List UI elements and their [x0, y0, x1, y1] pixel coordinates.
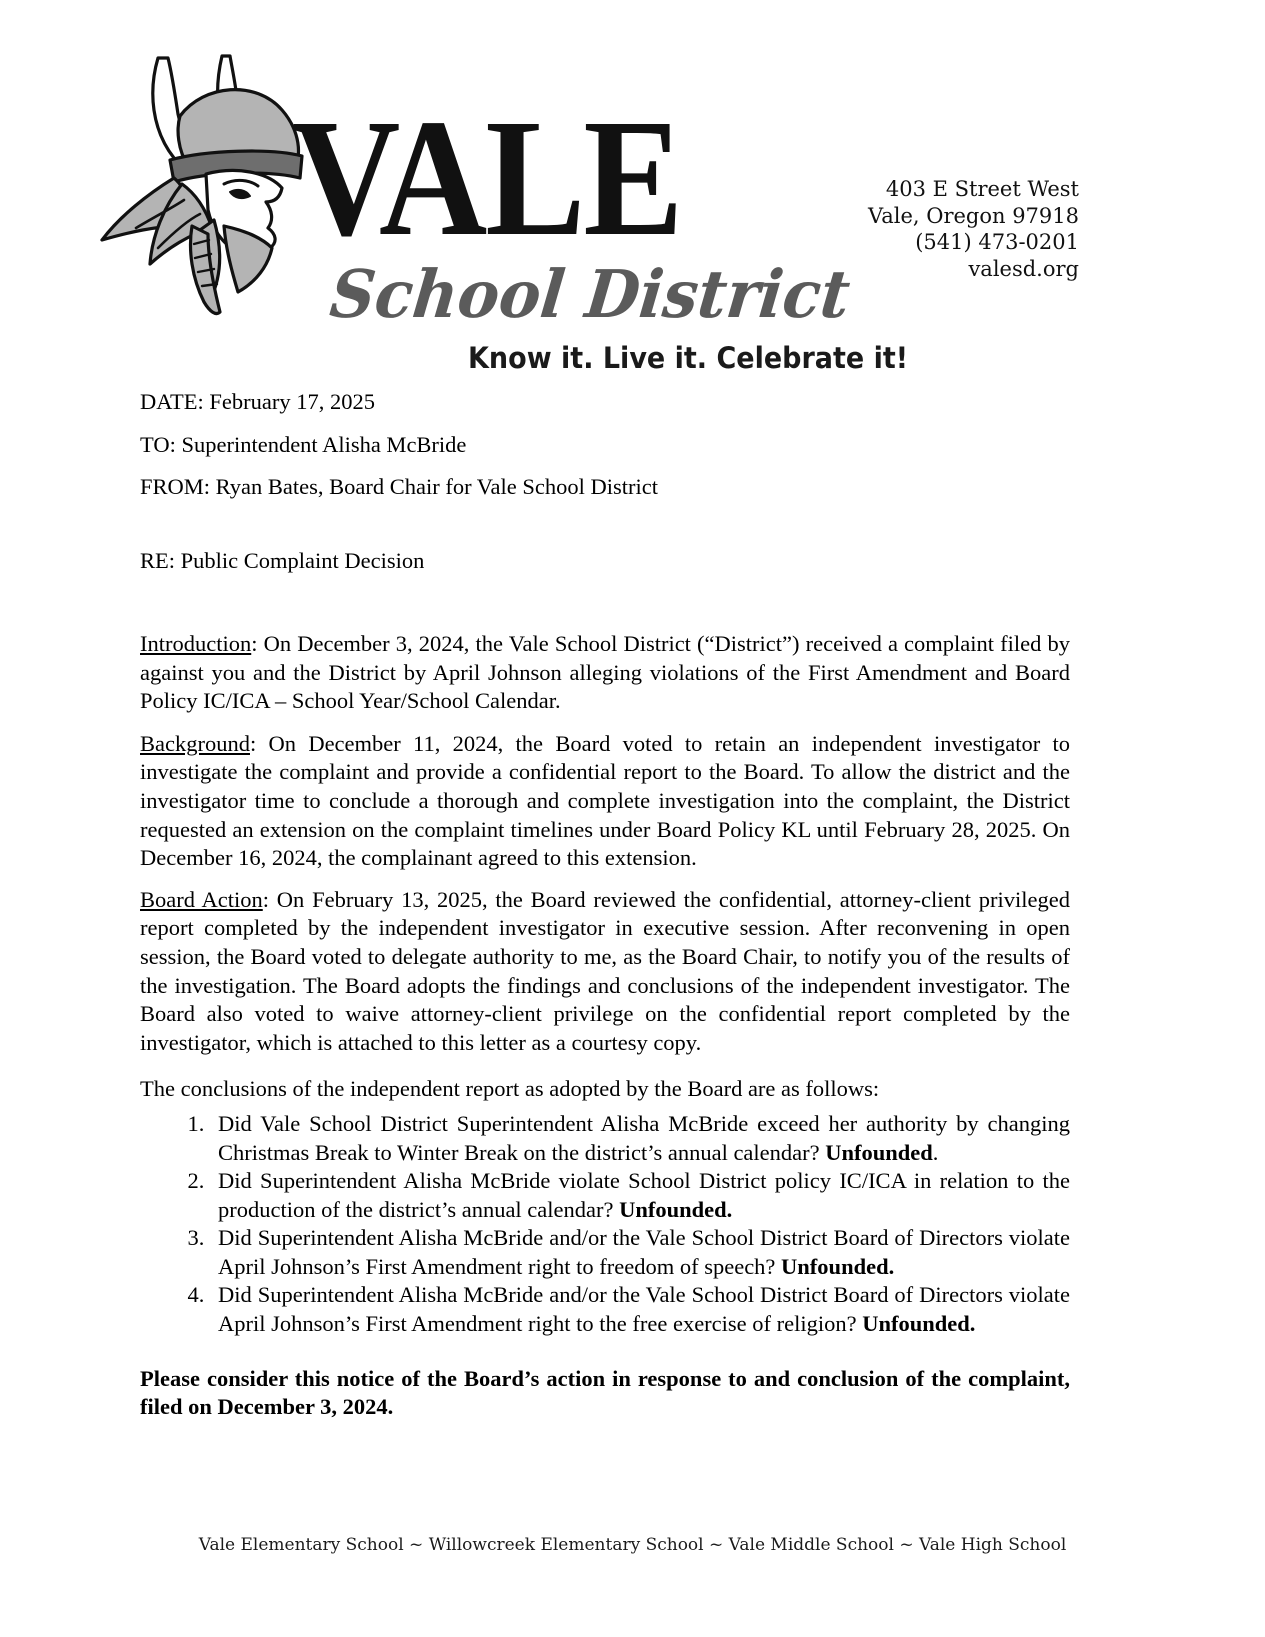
finding-item	[210, 1281, 1070, 1338]
finding-item	[210, 1110, 1070, 1167]
wordmark-school-district-text: School District	[326, 255, 854, 334]
section-introduction	[140, 630, 1070, 716]
to-line: TO: Superintendent Alisha McBride	[140, 431, 467, 457]
date-line: DATE: February 17, 2025	[140, 389, 375, 414]
address-block	[868, 176, 1079, 282]
letterhead	[0, 0, 1265, 376]
page-footer	[0, 1534, 1265, 1556]
section-introduction-heading: Introduction	[140, 631, 252, 656]
finding-verdict: Unfounded	[825, 1139, 933, 1165]
address-street: 403 E Street West	[885, 177, 1079, 201]
conclusions-intro: The conclusions of the independent report as adopted by the Board are as follows:	[140, 1076, 880, 1102]
section-background-heading: Background	[140, 730, 250, 756]
address-city-state-zip: Vale, Oregon 97918	[867, 203, 1079, 228]
finding-item	[210, 1224, 1070, 1281]
finding-question: Did Superintendent Alisha McBride violate School District policy IC/ICA in relation to the production of the district’s annual calendar?	[218, 1168, 1070, 1222]
finding-question: Did Superintendent Alisha McBride and/or the Vale School District Board of Directors violate April Johnson’s First Amendment right to freedom of speech?	[218, 1225, 1070, 1279]
section-board-action	[140, 886, 1070, 1058]
finding-verdict: Unfounded.	[862, 1311, 976, 1337]
finding-verdict: Unfounded.	[781, 1253, 895, 1279]
finding-item	[210, 1167, 1070, 1224]
from-line: FROM: Ryan Bates, Board Chair for Vale School District	[140, 474, 659, 499]
letter-body	[140, 388, 1070, 1444]
footer-schools-list: Vale Elementary School ~ Willowcreek Elementary School ~ Vale Middle School ~ Vale High School	[198, 1535, 1067, 1555]
re-line: RE: Public Complaint Decision	[140, 548, 425, 573]
section-board-action-heading: Board Action	[140, 886, 263, 912]
section-background-body: : On December 11, 2024, the Board voted to retain an independent investigator to investigate the complaint and provide a confidential report to the Board. To allow the district and the investigator time to conclude a thorough and complete investigation into the complaint, the District requested an extension on the complaint timelines under Board Policy KL until February 28, 2025. On December 16, 2024, the complainant agreed to this extension.	[140, 730, 1070, 871]
finding-question: Did Superintendent Alisha McBride and/or the Vale School District Board of Directors violate April Johnson’s First Amendment right to the free exercise of religion?	[218, 1282, 1070, 1337]
address-website: valesd.org	[968, 256, 1079, 281]
closing-paragraph: Please consider this notice of the Board’s action in response to and conclusion of the complaint, filed on December 3, 2024.	[140, 1365, 1070, 1420]
section-board-action-body: : On February 13, 2025, the Board reviewed the confidential, attorney-client privileged report completed by the independent investigator in executive session. After reconvening in open session, the Board voted to delegate authority to me, as the Board Chair, to notify you of the results of the investigation. The Board adopts the findings and conclusions of the independent investigator. The Board also voted to waive attorney-client privilege on the confidential report completed by the investigator, which is attached to this letter as a courtesy copy.	[140, 886, 1070, 1055]
wordmark-vale-text: VALE	[292, 85, 682, 271]
section-introduction-body: : On December 3, 2024, the Vale School District (“District”) received a complaint filed by against you and the District by April Johnson alleging violations of the First Amendment and Board Policy IC/ICA – School Year/School Calendar.	[140, 631, 1070, 714]
wordmark	[292, 85, 909, 376]
finding-verdict: Unfounded.	[619, 1196, 733, 1222]
finding-trailing: .	[932, 1139, 939, 1165]
address-phone: (541) 473-0201	[915, 230, 1079, 254]
logo-tagline: Know it. Live it. Celebrate it!	[468, 341, 909, 376]
district-logo	[96, 44, 909, 376]
findings-list	[140, 1110, 1070, 1339]
section-background	[140, 730, 1070, 873]
finding-question: Did Vale School District Superintendent Alisha McBride exceed her authority by changing Christmas Break to Winter Break on the district’s annual calendar?	[218, 1110, 1070, 1165]
